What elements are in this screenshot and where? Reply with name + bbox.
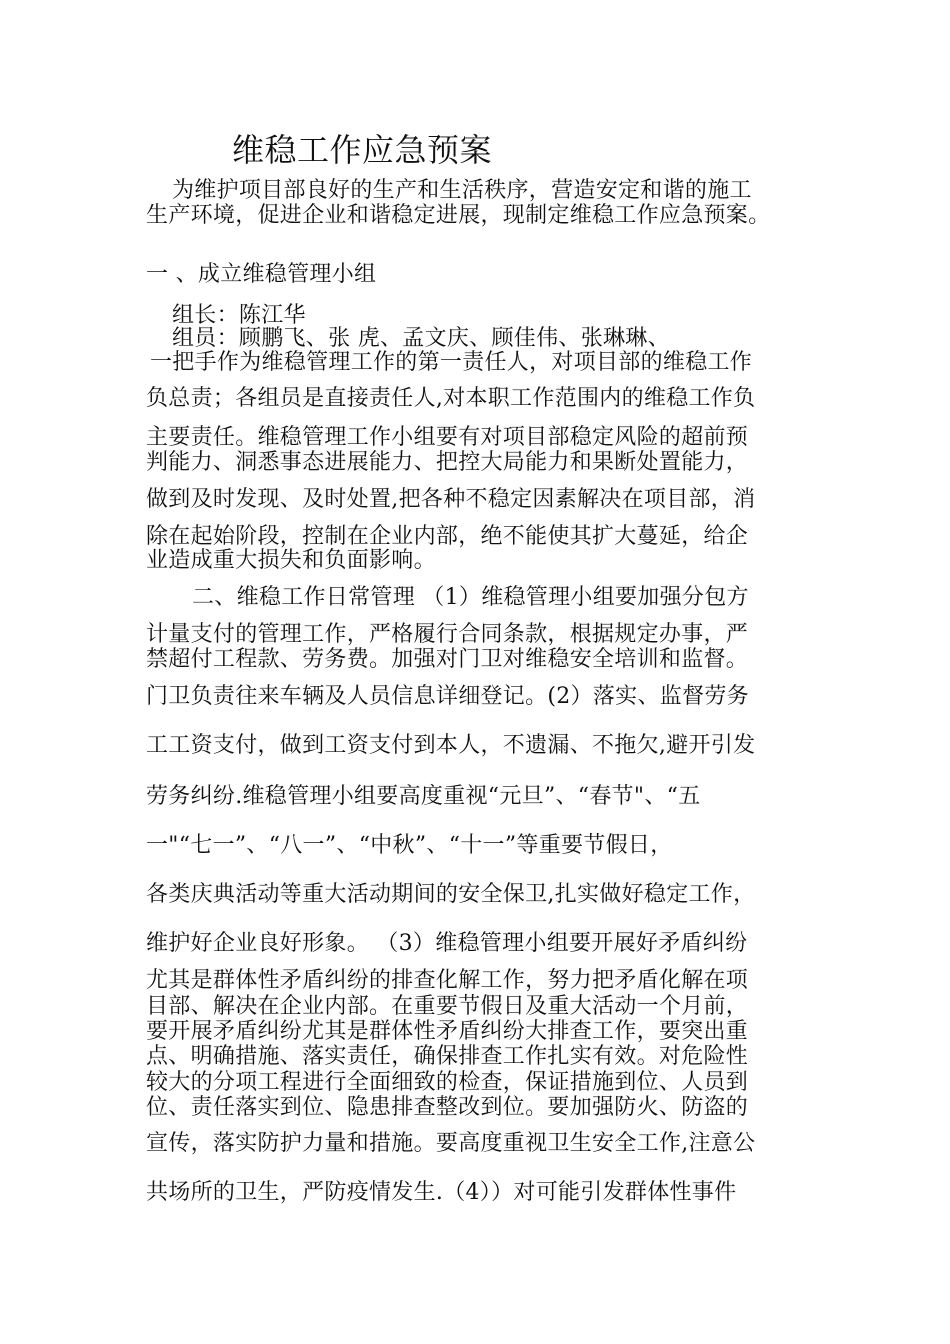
text-line: 主要责任。维稳管理工作小组要有对项目部稳定风险的超前预 — [146, 425, 749, 450]
text-line: 生产环境，促进企业和谐稳定进展，现制定维稳工作应急预案。 — [146, 203, 771, 228]
text-line: 较大的分项工程进行全面细致的检查，保证措施到位、人员到 — [146, 1070, 749, 1095]
text-line: 点、明确措施、落实责任，确保排查工作扎实有效。对危险性 — [146, 1044, 749, 1069]
text-line: 目部、解决在企业内部。在重要节假日及重大活动一个月前， — [146, 994, 749, 1019]
text-line: 各类庆典活动等重大活动期间的安全保卫,扎实做好稳定工作， — [146, 882, 756, 907]
text-line: 判能力、洞悉事态进展能力、把控大局能力和果断处置能力， — [146, 450, 749, 475]
section-heading: 一 、成立维稳管理小组 — [146, 262, 377, 287]
text-line: 门卫负责往来车辆及人员信息详细登记。(2）落实、监督劳务 — [146, 684, 749, 709]
text-line: 做到及时发现、及时处置,把各种不稳定因素解决在项目部，消 — [146, 487, 756, 512]
text-line: 组员：顾鹏飞、张 虎、孟文庆、顾佳伟、张琳琳、 — [172, 326, 670, 351]
text-line: 共场所的卫生，严防疫情发生.（4））对可能引发群体性事件 — [146, 1180, 737, 1205]
text-line: 为维护项目部良好的生产和生活秩序，营造安定和谐的施工 — [172, 178, 752, 203]
text-line: 尤其是群体性矛盾纠纷的排查化解工作，努力把矛盾化解在项 — [146, 968, 749, 993]
text-line: 禁超付工程款、劳务费。加强对门卫对维稳安全培训和监督。 — [146, 647, 749, 672]
text-line: 一把手作为维稳管理工作的第一责任人，对项目部的维稳工作 — [150, 350, 753, 375]
text-line: 工工资支付，做到工资支付到本人，不遗漏、不拖欠,避开引发 — [146, 733, 756, 758]
document-title: 维稳工作应急预案 — [232, 131, 493, 169]
text-line: 除在起始阶段，控制在企业内部，绝不能使其扩大蔓延，给企 — [146, 524, 749, 549]
text-line: 业造成重大损失和负面影响。 — [146, 548, 436, 573]
text-line: 计量支付的管理工作，严格履行合同条款，根据规定办事，严 — [146, 622, 749, 647]
text-line: 位、责任落实到位、隐患排查整改到位。要加强防火、防盗的 — [146, 1095, 749, 1120]
text-line: 宣传，落实防护力量和措施。要高度重视卫生安全工作,注意公 — [146, 1131, 756, 1156]
text-line: 要开展矛盾纠纷尤其是群体性矛盾纠纷大排查工作，要突出重 — [146, 1019, 749, 1044]
text-line: 负总责；各组员是直接责任人,对本职工作范围内的维稳工作负 — [146, 386, 756, 411]
text-line: 劳务纠纷.维稳管理小组要高度重视“元旦”、“春节"、“五 — [146, 784, 701, 809]
section-heading: 二、维稳工作日常管理 （1）维稳管理小组要加强分包方 — [192, 585, 749, 610]
text-line: 维护好企业良好形象。 （3）维稳管理小组要开展好矛盾纠纷 — [146, 931, 748, 956]
text-line: 组长：陈江华 — [172, 303, 306, 328]
text-line: 一"“七一”、“八一”、“中秋”、“十一”等重要节假日， — [146, 833, 673, 858]
